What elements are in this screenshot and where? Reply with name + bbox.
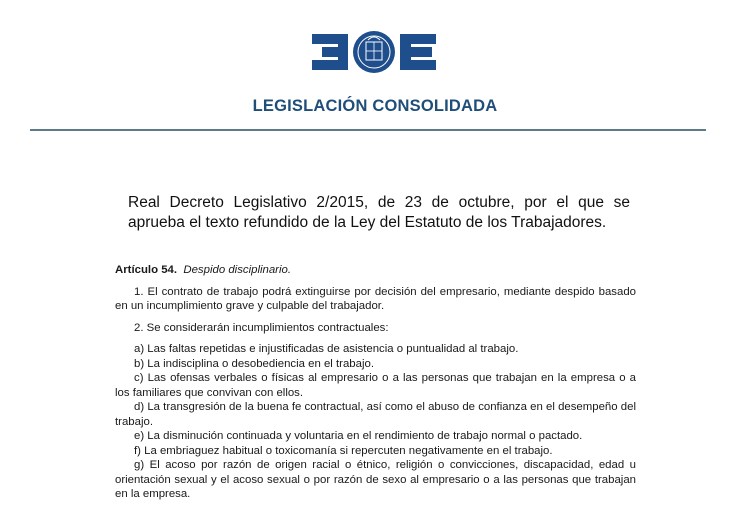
list-item: d) La transgresión de la buena fe contractual, así como el abuso de confianza en el desempeño del trabajo. xyxy=(115,401,636,428)
list-item: a) Las faltas repetidas e injustificadas de asistencia o puntualidad al trabajo. xyxy=(134,343,519,355)
list-item: g) El acoso por razón de origen racial o étnico, religión o convicciones, discapacidad, edad u orientación sexual y el acoso sexual o por razón de sexo al empresario o a las personas que trabajan en la empresa. xyxy=(115,459,636,500)
article-heading xyxy=(115,263,636,278)
article-paragraph: 2. Se considerarán incumplimientos contractuales: xyxy=(134,321,389,334)
document-title-line-2: aprueba el texto refundido de la Ley del Estatuto de los Trabajadores. xyxy=(128,214,607,231)
article-paragraph: 1. El contrato de trabajo podrá extinguirse por decisión del empresario, mediante despido basado en un incumplimiento grave y culpable del trabajador. xyxy=(115,285,636,312)
article-title: Despido disciplinario. xyxy=(183,264,292,276)
list-item: b) La indisciplina o desobediencia en el trabajo. xyxy=(134,357,374,370)
document-title-line-1: Real Decreto Legislativo 2/2015, de 23 de octubre, por el que se xyxy=(128,194,630,211)
list-item: f) La embriaguez habitual o toxicomanía si repercuten negativamente en el trabajo. xyxy=(134,444,553,457)
boe-logo xyxy=(312,30,448,74)
header-divider xyxy=(30,129,706,131)
article-number: Artículo 54. xyxy=(115,264,178,276)
article-content xyxy=(115,263,636,502)
section-title: LEGISLACIÓN CONSOLIDADA xyxy=(252,97,498,115)
list-item: c) Las ofensas verbales o físicas al empresario o a las personas que trabajan en la empresa o a los familiares que convivan con ellos. xyxy=(115,372,636,399)
document-title xyxy=(128,193,630,233)
list-item: e) La disminución continuada y voluntaria en el rendimiento de trabajo normal o pactado. xyxy=(134,430,583,442)
